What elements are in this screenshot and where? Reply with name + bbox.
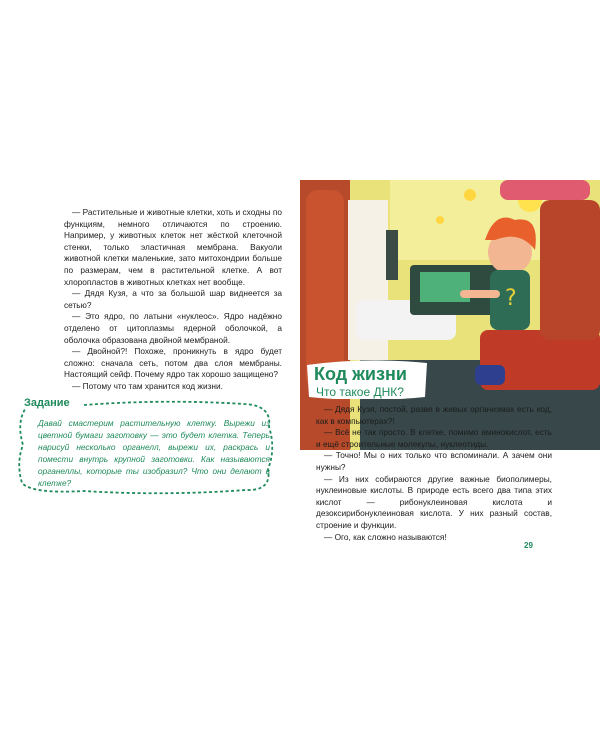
- task-title: Задание: [20, 397, 74, 409]
- paragraph: — Потому что там хранится код жизни.: [72, 380, 223, 391]
- paragraph: — Двойной?! Похоже, проникнуть в ядро будет сложно: сначала сеть, потом два слоя мембраны. Настоящий сейф. Почему ядро так хорошо защищено?: [64, 346, 282, 380]
- paragraph: — Ого, как сложно называются!: [324, 531, 447, 542]
- task-text: Давай смастерим растительную клетку. Вырежи из цветной бумаги заготовку — это будет клетка. Теперь нарисуй несколько органелл, вырежи их, раскрась и помести внутрь крупной заготовки. Как называются органеллы, которые ты изобразил? Что они делают в клетке?: [38, 418, 270, 488]
- paragraph: — Точно! Мы о них только что вспоминали. А зачем они нужны?: [316, 450, 552, 472]
- paragraph: — Дядя Кузя, постой, разве в живых организмах есть код, как в компьютерах?!: [316, 404, 552, 426]
- left-body-text: [64, 207, 282, 393]
- right-body-text: [316, 404, 552, 543]
- paragraph: — Всё не так просто. В клетке, помимо аминокислот, есть и ещё строительные молекулы, нуклеотиды.: [316, 427, 552, 449]
- paragraph: — Растительные и животные клетки, хоть и сходны по функциям, немного отличаются по строению. Например, у животных клеток нет жёсткой клеточной стенки, только эластичная мембрана. Вакуоли животной клетки маленькие, зато митохондрии больше по размерам, чем в растительной клетке. А вот хлоропластов в животных клетках нет вообще.: [64, 207, 282, 287]
- page-number: 29: [524, 541, 533, 550]
- section-subheading: Что такое ДНК?: [316, 385, 404, 399]
- svg-text:?: ?: [505, 286, 517, 311]
- paragraph: — Из них собираются другие важные биополимеры, нуклеиновые кислоты. В природе есть всего два типа этих кислот — рибонуклеиновая кислота и дезоксирибонуклеиновая кислота. У них разный состав, строение и функции.: [316, 473, 552, 530]
- paragraph: — Это ядро, по латыни «нуклеос». Ядро надёжно отделено от цитоплазмы ядерной оболочкой, а оболочка образована двойной мембраной.: [64, 311, 282, 345]
- paragraph: — Дядя Кузя, а что за большой шар виднеется за сетью?: [64, 288, 282, 310]
- section-heading: Код жизни: [314, 364, 407, 384]
- task-box: [14, 397, 270, 493]
- right-page: [300, 0, 600, 750]
